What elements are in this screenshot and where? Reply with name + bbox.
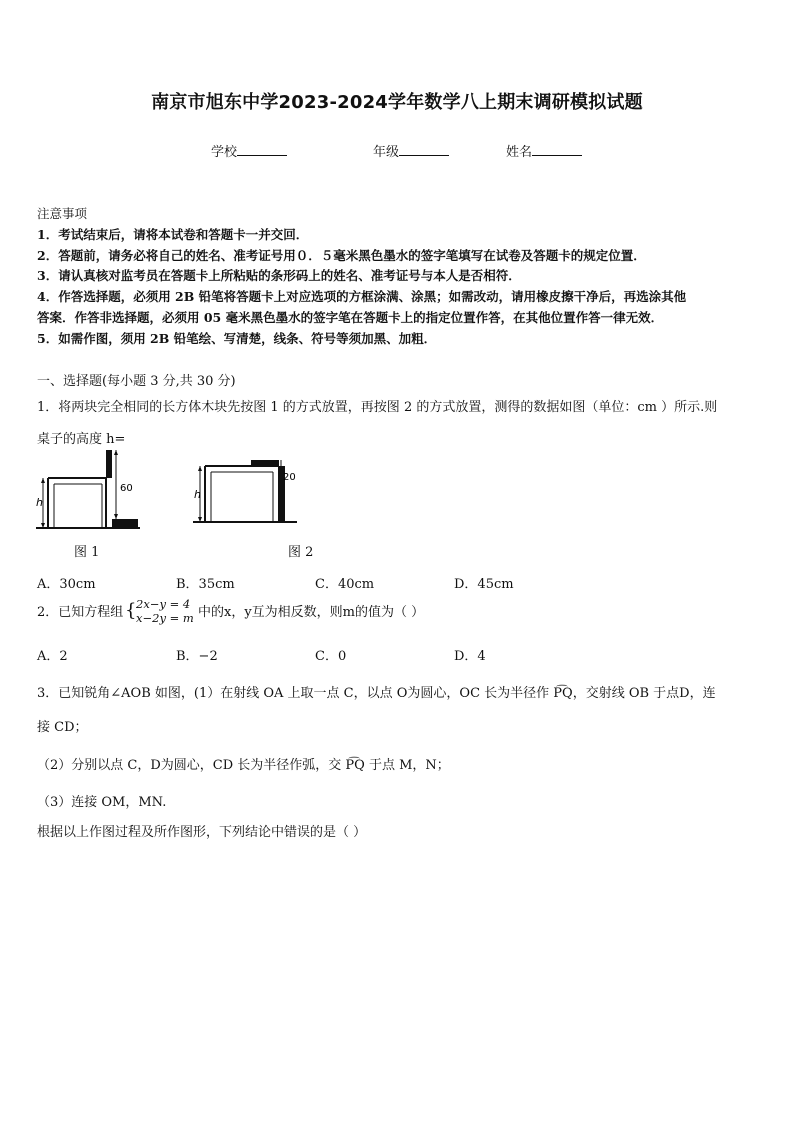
- notice-item-2: 2．答题前，请务必将自己的姓名、准考证号用０．５毫米黑色墨水的签字笔填写在试卷及答题卡的规定位置．: [37, 248, 646, 263]
- fig2-caption: 图 2: [288, 545, 314, 560]
- q1-option-a: A．30cm: [37, 577, 96, 592]
- name-blank: [532, 143, 582, 156]
- q1-figure-2: [193, 456, 303, 526]
- q2-option-d: D．4: [454, 649, 486, 664]
- q1-option-c: C．40cm: [315, 577, 375, 592]
- fig1-block-upright: [106, 450, 112, 478]
- fig1-h-label: h: [36, 496, 43, 509]
- fig1-h-arrow-head-top: [41, 478, 45, 483]
- q3-text-line3: （2）分别以点 C，D为圆心，CD 长为半径作弧，交 P͡Q 于点 M，N；: [37, 758, 450, 773]
- q3-text-line4: （3）连接 OM，MN.: [37, 795, 167, 810]
- fig1-dim-arrow-head-bottom: [114, 514, 118, 519]
- fig1-dim-label: 60: [120, 483, 133, 494]
- q1-option-b: B．35cm: [176, 577, 235, 592]
- school-label: 学校: [211, 145, 238, 160]
- fig1-caption: 图 1: [74, 545, 100, 560]
- notice-item-3: 3．请认真核对监考员在答题卡上所粘贴的条形码上的姓名、准考证号与本人是否相符．: [37, 268, 521, 283]
- q3-text-line1: 3．已知锐角∠AOB 如图，(1）在射线 OA 上取一点 C，以点 O为圆心，OC 长为半径作 P͡Q，交射线 OB 于点D，连: [37, 686, 716, 701]
- q2-option-b: B．−2: [176, 649, 218, 664]
- q2-option-a: A．2: [37, 649, 68, 664]
- fig1-dim-arrow-head-top: [114, 450, 118, 455]
- q1-text-line2: 桌子的高度 h=: [37, 432, 126, 447]
- notice-item-4-cont: 答案．作答非选择题，必须用 05 毫米黑色墨水的签字笔在答题卡上的指定位置作答，在其他位置作答一律无效．: [37, 310, 664, 325]
- fig2-dim-label: 20: [283, 472, 296, 483]
- grade-blank: [399, 143, 449, 156]
- q2-suffix: 中的x，y互为相反数，则m的值为（ ）: [198, 605, 425, 620]
- q1-option-d: D．45cm: [454, 577, 514, 592]
- q2-eq2: x−2y = m: [136, 611, 194, 625]
- section-heading: 一、选择题(每小题 3 分,共 30 分): [37, 374, 236, 389]
- q3-text-line5: 根据以上作图过程及所作图形，下列结论中错误的是（ ）: [37, 825, 367, 840]
- fig2-block-top: [251, 460, 279, 466]
- q1-text-line1: 1．将两块完全相同的长方体木块先按图 1 的方式放置，再按图 2 的方式放置，测得的数据如图（单位：cm ）所示.则: [37, 400, 718, 415]
- notice-heading: 注意事项: [37, 206, 88, 221]
- name-label: 姓名: [506, 145, 533, 160]
- q2-option-c: C．0: [315, 649, 347, 664]
- q2-prefix: 2．已知方程组: [37, 605, 124, 620]
- notice-item-1: 1．考试结束后，请将本试卷和答题卡一并交回．: [37, 227, 309, 242]
- school-field: [211, 141, 287, 160]
- grade-label: 年级: [373, 145, 400, 160]
- page-title: 南京市旭东中学2023-2024学年数学八上期末调研模拟试题: [151, 92, 643, 113]
- notice-item-5: 5．如需作图，须用 2B 铅笔绘、写清楚，线条、符号等须加黑、加粗．: [37, 331, 437, 346]
- notice-item-4: 4．作答选择题，必须用 2B 铅笔将答题卡上对应选项的方框涂满、涂黑；如需改动，请用橡皮擦干净后，再选涂其他: [37, 289, 687, 304]
- school-blank: [237, 143, 287, 156]
- grade-field: [373, 141, 449, 160]
- fig2-h-label: h: [194, 488, 201, 501]
- q2-eq1: 2x−y = 4: [136, 597, 191, 611]
- name-field: [506, 141, 582, 160]
- q1-figure-1: [36, 448, 146, 534]
- fig1-block-floor: [112, 519, 138, 528]
- fig2-h-arrow-head-top: [198, 466, 202, 471]
- q3-text-line2: 接 CD；: [37, 720, 88, 735]
- q2-brace: {: [125, 600, 137, 621]
